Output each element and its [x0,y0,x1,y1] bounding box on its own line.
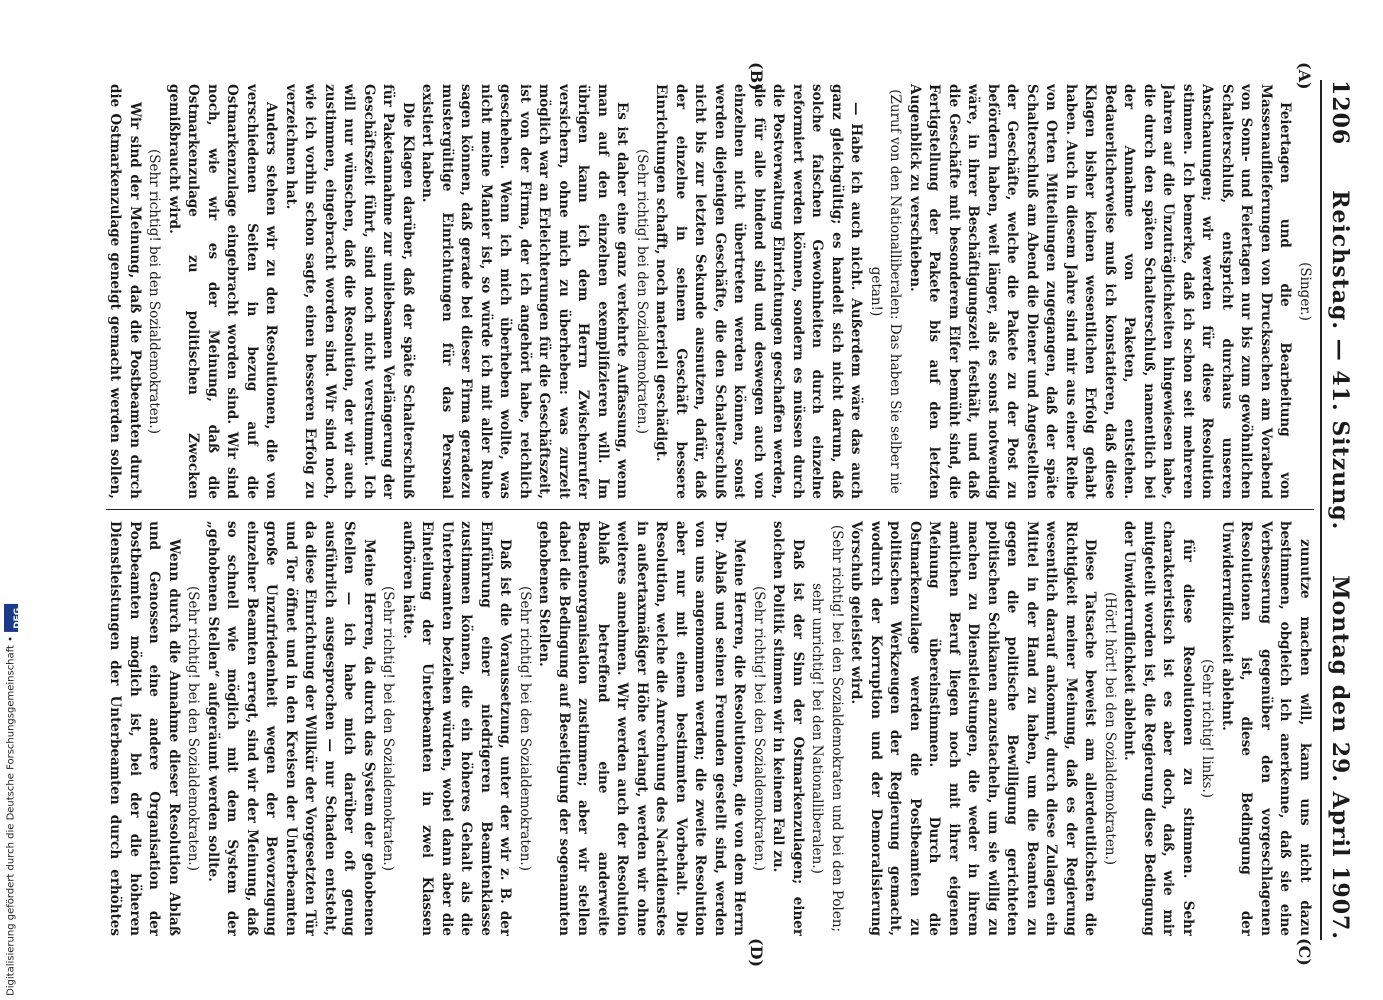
digitization-footer [4,604,23,996]
session-title: Reichstag. — 41. Sitzung. [1327,190,1353,531]
paragraph: Feiertagen und die Bearbeitung von Massenauflieferungen von Drucksachen am Vorabend von Sonn- und Feiertagen nur bis zum gewöhnlichen Schalterschluß, entspricht durchaus unseren Anschauungen; wir werden für diese Resolution stimmen. Ich bemerke, daß ich schon seit mehreren Jahren auf die Unzuträglichkeiten hingewiesen habe, die durch den späten Schalterschluß, namentlich bei der Annahme von Paketen, entstehen. Bedauerlicherweise muß ich konstatieren, daß diese Klagen bisher keinen wesentlichen Erfolg gehabt haben. Auch in diesem Jahre sind mir aus einer Reihe von Orten Mitteilungen zugegangen, daß der späte Schalterschluß am Abend die Diener und Angestellten der Geschäfte, welche die Pakete zu der Post zu befördern haben, weit länger, als es sonst notwendig wäre, in ihrer Beschäftigungszeit festhält, und daß die Geschäfte mit besonderem Eifer bemüht sind, die Fertigstellung der Pakete bis auf den letzten Augenblick zu verschieben. [907,84,1294,499]
paragraph: zunutze machen will, kann uns nicht dazu bestimmen, obgleich ich anerkenne, daß sie eine Verbesserung gegenüber den vorgeschlagenen Resolutionen ist, diese Bedingung der Unwiderruflichkeit ablehnt. [1219,521,1313,936]
interjection: (Sehr richtig! bei den Sozialdemokraten und bei den Polen; sehr unrichtig! bei den Nationalliberalen.) [809,524,845,933]
dfg-logo: DFG [4,604,18,632]
paragraph: Meine Herren, da durch das System der gehobenen Stellen — ich habe mich darüber oft genug ausführlich ausgesprochen — nur Schaden entsteht, da diese Einrichtung der Willkür der Vorgesetzten Tür und Tor öffnet und in den Kreisen der Unterbeamten große Unzufriedenheit wegen der Bevorzugung einzelner Beamten erregt, sind wir der Meinung, daß so schnell wie möglich mit dem System der „gehobenen Stellen“ aufgeräumt werden sollte. [205,521,377,936]
margin-mark-c: (C) [1295,938,1314,966]
interjection: (Hört! hört! bei den Sozialdemokraten.) [1102,591,1118,866]
interjection: (Sehr richtig! bei den Sozialdemokraten.) [380,585,397,871]
interjection: (Sehr richtig! bei den Sozialdemokraten.) [146,148,163,434]
session-date: Montag den 29. April 1907. [1327,575,1353,940]
margin-mark-b: (B) [747,62,766,91]
paragraph: Daß ist die Voraussetzung, unter der wir z. B. der Einführung einer niedrigeren Beamtenklasse zustimmen können, die ein höheres Gehalt als die Unterbeamten beziehen würden, wobei dann aber die Einteilung der Unterbeamten in zwei Klassen aufhören hätte. [400,521,514,936]
page-number: 1206 [1327,80,1353,146]
paragraph: Die Klagen darüber, daß der späte Schalterschluß für Paketannahme zur unliebsamen Verlängerung der Geschäftszeit führt, sind noch nicht verstummt. Ich will nur wünschen, daß die Resolution, der wir auch zustimmen, eingebracht worden sind. Wir sind noch, wie ich vorhin schon sagte, einen besseren Erfolg zu verzeichnen hat. [283,84,416,499]
paragraph: Es ist daher eine ganz verkehrte Auffassung, wenn man auf den einzelnen exemplifizieren will. Im übrigen kann ich dem Herrn Zwischenrufer versichern, ohne mich zu überheben: was zurzeit möglich war an Erleichterungen für die Geschäftszeit, ist von der Firma, der ich angehört habe, reichlich geschehen. Wenn ich mich überheben wollte, was nicht meine Manier ist, so würde ich mit aller Ruhe sagen können, daß gerade bei dieser Firma geradezu mustergültige Einrichtungen für das Personal existiert haben. [419,84,631,499]
paragraph: Diese Tatsache beweist am allerdeutlichsten die Richtigkeit meiner Meinung, daß es der Regierung wesentlich darauf ankommt, durch diese Zulagen ein Mittel in der Hand zu haben, um die Beamten zu gegen die politische Bewilligung gerichteten politischen Schikanen anzustacheln, um sie willig zu machen zu Dienstleistungen, die weder in ihrem amtlichen Beruf liegen noch mit ihrer eigenen Meinung übereinstimmen. Durch die Ostmarkenzulage werden die Postbeamten zu politischen Werkzeugen der Regierung gemacht, wodurch der Korruption und der Demoralisierung Vorschub geleistet wird. [848,521,1099,936]
interjection: (Sehr richtig! bei den Sozialdemokraten.) [751,585,767,871]
column-divider [106,509,1314,510]
speaker-name: (Singer.) [1297,262,1313,321]
page-header [1320,80,1358,940]
rotated-document-page [96,60,1366,968]
paragraph: — Habe ich auch nicht. Außerdem wäre das auch ganz gleichgültig; es handelt sich nicht darum, daß solche falschen Gewohnheiten durch einzelne reformiert werden können, sondern es müssen durch die Postverwaltung Einrichtungen geschaffen werden, die für alle bindend sind und deswegen auch von einzelnen nicht übertreten werden können, sonst werden diejenigen Geschäfte, die den Schalterschluß nicht bis zur letzten Sekunde ausnutzen, dafür, daß der einzelne in seinem Geschäft bessere Einrichtungen schafft, noch materiell geschädigt. [653,84,865,499]
interjection: (Zuruf von den Nationalliberalen: Das haben Sie selber nie getan!) [868,89,904,494]
digitization-note: Digitalisierung gefördert durch die Deutsche Forschungsgemeinschaft • [5,636,17,996]
margin-mark-d: (D) [747,938,766,968]
paragraph: Wir sind der Meinung, daß die Postbeamten durch die Ostmarkenzulage geneigt gemacht werden sollen, [107,84,143,499]
interjection: (Sehr richtig! bei den Sozialdemokraten.) [185,585,202,871]
paragraph: Meine Herren, die Resolutionen, die von dem Herrn Dr. Ablaß und seinen Freunden gestellt sind, werden von uns angenommen werden; die zweite Resolution aber nur mit einem bestimmten Vorbehalt. Die Resolution, welche die Anrechnung des Nachtdienstes in außertaxmäßiger Höhe verlangt, werden wir ohne weiteres annehmen. Wir werden auch der Resolution Ablaß betreffend eine anderweite Beamtenorganisation zustimmen; aber wir stellen dabei die Bedingung auf Beseitigung der sogenannten gehobenen Stellen. [536,521,748,936]
interjection: (Sehr richtig! bei den Sozialdemokraten.) [634,148,650,434]
paragraph: Wenn durch die Annahme dieser Resolution Ablaß und Genossen eine andere Organisation der Postbeamten möglich ist, bei der die höheren Dienstleistungen der Unterbeamten durch erhöhtes [107,521,182,936]
left-text-column [106,84,1314,499]
paragraph: Anders stehen wir zu den Resolutionen, die von verschiedenen Seiten in bezug auf die Ostmarkenzulage eingebracht worden sind. Wir sind noch, wie wir es der Meinung, daß die Ostmarkenzulage zu politischen Zwecken gemißbraucht wird. [166,84,280,499]
right-text-column [106,521,1314,936]
paragraph: Daß ist der Sinn der Ostmarkenzulagen; einer solchen Politik stimmen wir in keinem Fall zu. [770,521,806,936]
interjection: (Sehr richtig! links.) [1199,658,1216,799]
margin-mark-a: (A) [1295,62,1314,90]
paragraph: für diese Resolutionen zu stimmen. Sehr charakteristisch ist es aber doch, daß, wie mir mitgeteilt worden ist, die Regierung diese Bedingung der Unwiderruflichkeit ablehnt. [1121,521,1196,936]
interjection: (Sehr richtig! bei den Sozialdemokraten.) [517,585,533,871]
